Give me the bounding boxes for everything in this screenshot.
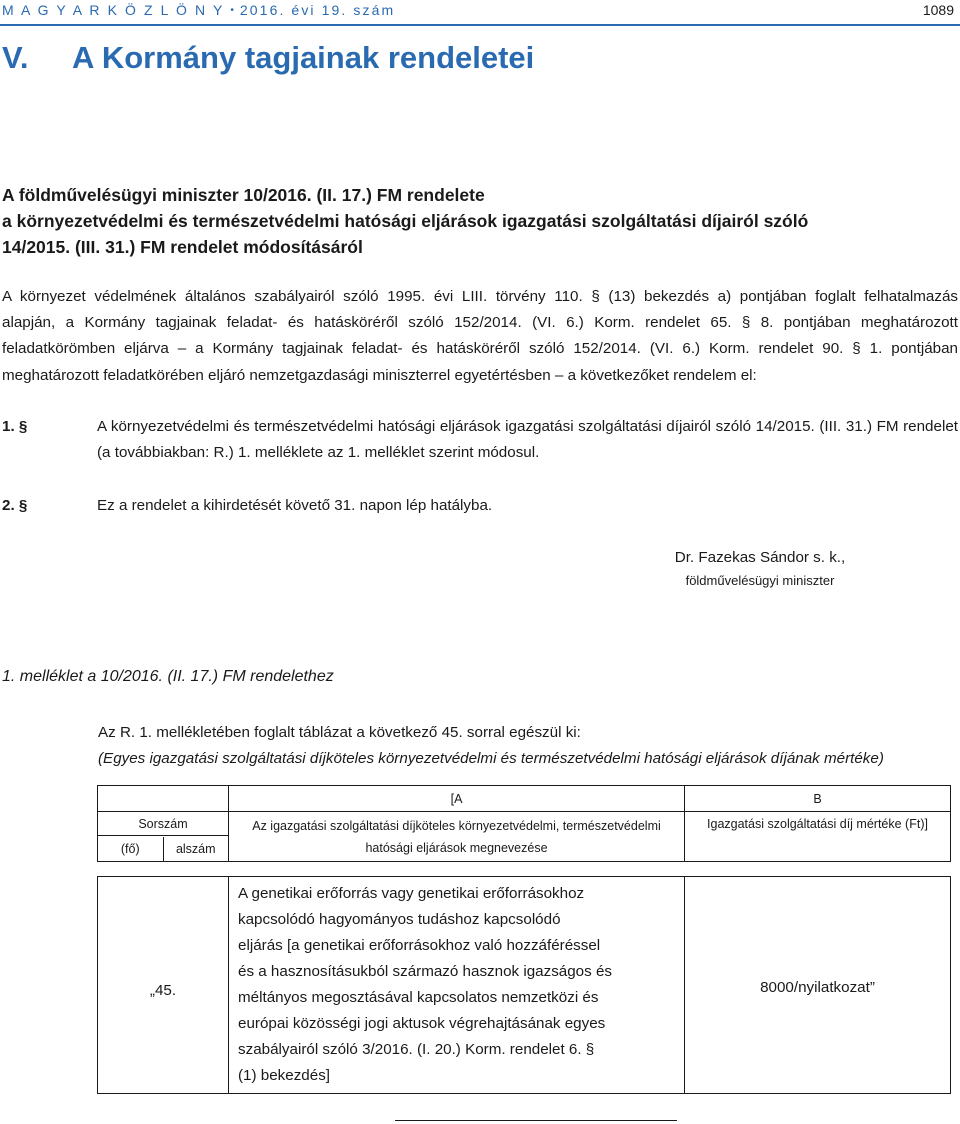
row-number: „45. (98, 877, 229, 1094)
signature-block (600, 545, 920, 591)
decree-title-line: a környezetvédelmi és természetvédelmi hatósági eljárások igazgatási szolgáltatási díjairól szóló (2, 211, 809, 231)
row-description-line: és a hasznosításukból származó hasznok igazságos és (238, 963, 612, 980)
decree-title-line: A földművelésügyi miniszter 10/2016. (II. 17.) FM rendelete (2, 185, 485, 205)
section-name: A Kormány tagjainak rendeletei (72, 40, 535, 75)
table-header (97, 785, 951, 862)
alszam-header: alszám (175, 841, 216, 856)
name-column-header: Az igazgatási szolgáltatási díjköteles környezetvédelmi, természetvédelmi hatósági eljárások megnevezése (229, 812, 685, 862)
decree-title (2, 182, 952, 260)
signer-name: Dr. Fazekas Sándor s. k., (674, 549, 846, 566)
annex-intro: Az R. 1. mellékletében foglalt táblázat a következő 45. sorral egészül ki: (98, 724, 581, 741)
column-b-label: B (685, 786, 951, 812)
sorszam-header: Sorszám (98, 812, 229, 836)
preamble-line: A környezet védelmének általános szabályairól szóló 1995. évi LIII. törvény 110. § (13) bekezdés a) pontjában foglalt felhatalmazás (2, 288, 958, 305)
paragraph-text: Ez a rendelet a kihirdetését követő 31. napon lép hatályba. (97, 497, 493, 514)
paragraph-number: 1. § (2, 418, 28, 435)
decree-title-line: 14/2015. (III. 31.) FM rendelet módosításáról (2, 237, 363, 257)
preamble-line: alapján, a Kormány tagjainak feladat- és hatásköréről szóló 152/2014. (VI. 6.) Korm. rendelet 65. § 8. pontjában meghatározott (2, 314, 958, 332)
fo-header: (fő) (98, 837, 163, 861)
journal-title: M A G Y A R K Ö Z L Ö N Y (2, 2, 225, 18)
paragraph-2 (2, 493, 958, 519)
sorszam-subheader (98, 836, 229, 862)
paragraph-1 (2, 414, 958, 466)
header-empty-cell (98, 786, 229, 812)
row-description-line: szabályairól szóló 3/2016. (I. 20.) Korm. rendelet 6. § (238, 1041, 595, 1058)
table-row-45 (97, 876, 951, 1094)
journal-header (2, 2, 395, 18)
row-description-line: eljárás [a genetikai erőforrásokhoz való hozzáféréssel (238, 937, 601, 954)
fee-column-header: Igazgatási szolgáltatási díj mértéke (Ft)] (685, 812, 951, 862)
header-divider (0, 24, 960, 26)
journal-issue: 2016. évi 19. szám (239, 2, 396, 18)
row-description-line: kapcsolódó hagyományos tudáshoz kapcsolódó (238, 911, 561, 928)
preamble-line: feladatkörömben eljárva – a Kormány tagjainak feladat- és hatásköréről szóló 152/2014. (VI. 6.) Korm. rendelet 90. § 1. pontjában (2, 340, 958, 358)
row-description-line: méltányos megosztásával kapcsolatos nemzetközi és (238, 989, 599, 1006)
section-number: V. (2, 40, 29, 75)
preamble (2, 284, 958, 389)
row-description-line: (1) bekezdés] (238, 1067, 331, 1084)
table-caption: (Egyes igazgatási szolgáltatási díjköteles környezetvédelmi és természetvédelmi hatósági eljárások díjának mértéke) (98, 750, 884, 767)
paragraph-text: A környezetvédelmi és természetvédelmi hatósági eljárások igazgatási szolgáltatási díjairól szóló 14/2015. (III. 31.) FM rendelet (a továbbiakban: R.) 1. melléklete az 1. melléklet szerint módosul. (97, 418, 958, 461)
paragraph-number: 2. § (2, 497, 28, 514)
preamble-line: meghatározott feladatkörében eljáró nemzetgazdasági miniszterrel egyetértésben – a következőket rendelem el: (2, 366, 757, 384)
table-bottom-rule (395, 1120, 677, 1121)
row-description-line: európai közösségi jogi aktusok végrehajtásának egyes (238, 1015, 606, 1032)
column-a-label: [A (229, 786, 685, 812)
row-description (229, 877, 685, 1094)
section-title (2, 40, 534, 76)
bullet-separator: • (230, 5, 234, 16)
row-description-line: A genetikai erőforrás vagy genetikai erőforrásokhoz (238, 885, 585, 902)
row-fee: 8000/nyilatkozat” (685, 877, 951, 1094)
signer-title: földművelésügyi miniszter (685, 573, 835, 588)
page-number: 1089 (922, 2, 954, 18)
annex-heading: 1. melléklet a 10/2016. (II. 17.) FM rendelethez (2, 668, 334, 685)
